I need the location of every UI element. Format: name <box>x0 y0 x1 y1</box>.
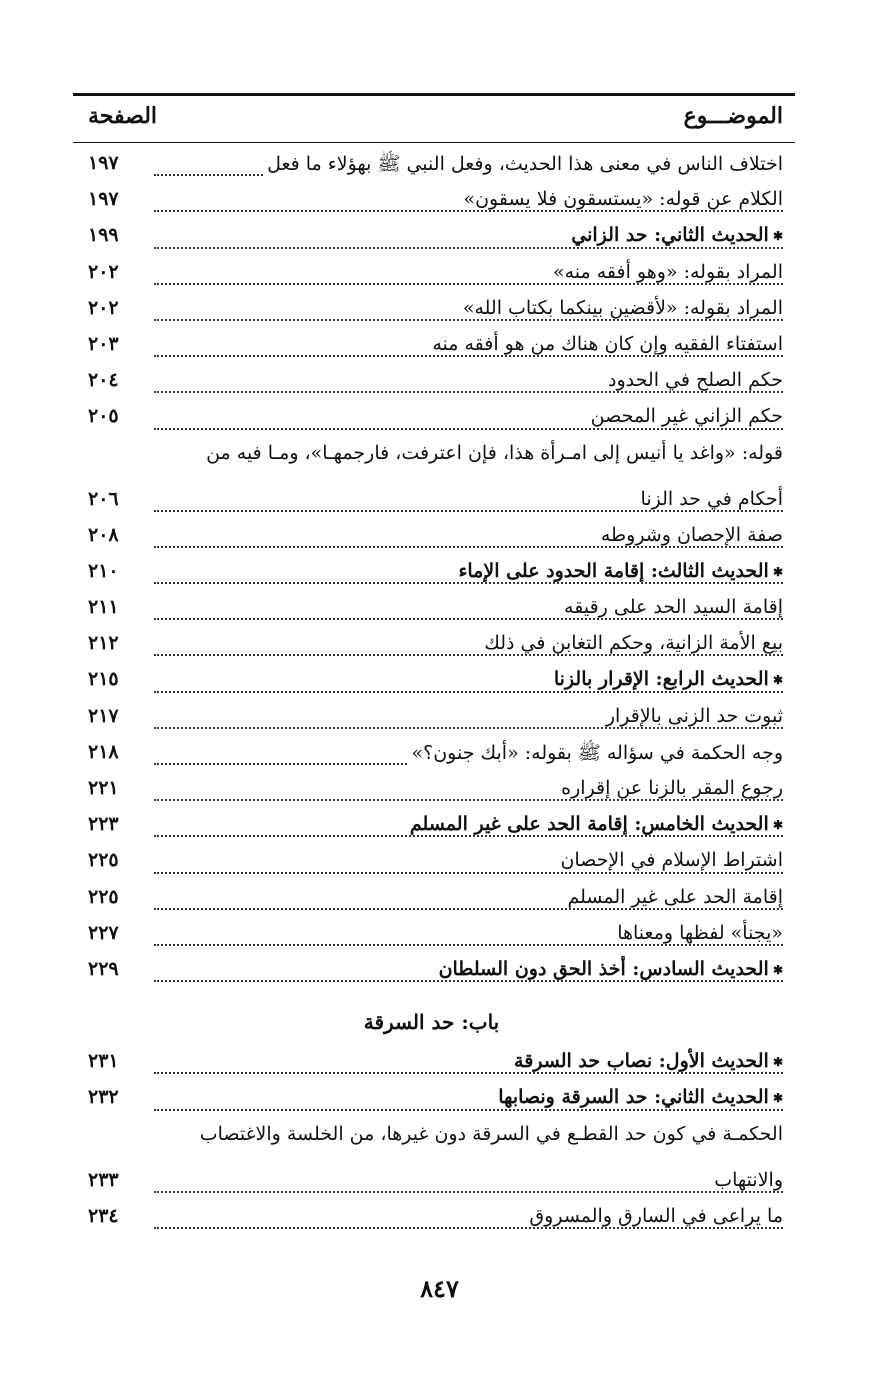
dot-leader <box>154 582 783 584</box>
toc-entry-title: إقامة الحد على غير المسلم <box>563 886 783 908</box>
dot-leader <box>154 908 783 910</box>
dot-leader <box>154 283 783 285</box>
top-rule <box>73 93 795 96</box>
dot-leader <box>154 1072 783 1074</box>
dot-leader <box>154 944 783 946</box>
toc-entry-page: ٢٢٣ <box>88 813 119 836</box>
toc-entry <box>80 703 783 739</box>
toc-entry-title: ✱ الحديث الرابع: الإقرار بالزنا <box>550 668 783 690</box>
toc-entry-title: حكم الصلح في الحدود <box>604 369 783 391</box>
toc-entry-page: ٢١٠ <box>88 559 119 582</box>
toc-entry-page: ٢٢٥ <box>88 885 119 908</box>
toc-entry-title: ✱ الحديث الأول: نصاب حد السرقة <box>510 1050 783 1072</box>
section-heading <box>80 992 783 1048</box>
toc-hadith-entry <box>80 1084 783 1120</box>
toc-entry-title: إقامة السيد الحد على رقيقه <box>560 596 783 618</box>
toc-entry-title: ✱ الحديث السادس: أخذ الحق دون السلطان <box>435 958 783 980</box>
toc-entry <box>80 920 783 956</box>
toc-entry-page: ٢٠٣ <box>88 332 119 355</box>
toc-entry-page: ٢٣٢ <box>88 1086 119 1109</box>
dot-leader <box>154 872 783 874</box>
dot-leader <box>154 1191 783 1193</box>
toc-entry <box>80 259 783 295</box>
toc-entry-page: ٢٠٨ <box>88 523 119 546</box>
toc-entry-page: ٢٢٥ <box>88 849 119 872</box>
toc-entry <box>80 295 783 331</box>
toc-entry <box>80 403 783 439</box>
toc-entry <box>80 486 783 522</box>
toc-entry-title: ✱ الحديث الخامس: إقامة الحد على غير المسلم <box>406 813 783 835</box>
toc-entry-page: ٢٢٩ <box>88 957 119 980</box>
toc-entry <box>80 1167 783 1203</box>
toc-hadith-entry <box>80 666 783 702</box>
toc-entry-page: ١٩٩ <box>88 224 119 247</box>
toc-hadith-entry <box>80 811 783 847</box>
section-heading-text: باب: حد السرقة <box>363 1010 500 1035</box>
toc-entry-page: ٢٢٧ <box>88 921 119 944</box>
toc-entry <box>80 1121 783 1167</box>
toc-entry <box>80 1203 783 1239</box>
dot-leader <box>154 319 783 321</box>
toc-entry-title: بيع الأمة الزانية، وحكم التغابن في ذلك <box>480 632 783 654</box>
toc-entry <box>80 440 783 486</box>
toc-entry-page: ٢٠٢ <box>88 260 119 283</box>
dot-leader <box>154 691 783 693</box>
dot-leader <box>154 980 783 982</box>
dot-leader <box>154 618 783 620</box>
toc-list <box>80 150 783 1239</box>
toc-entry <box>80 739 783 775</box>
toc-entry <box>80 630 783 666</box>
toc-entry-title: «يجنأ» لفظها ومعناها <box>613 922 783 944</box>
dot-leader <box>154 428 783 430</box>
toc-entry <box>80 331 783 367</box>
toc-entry <box>80 884 783 920</box>
page-number: ٨٤٧ <box>420 1274 459 1303</box>
dot-leader <box>154 391 783 393</box>
toc-entry-page: ١٩٧ <box>88 152 119 174</box>
toc-entry-page: ٢١١ <box>88 596 119 619</box>
dot-leader <box>154 210 783 212</box>
toc-entry-title: المراد بقوله: «وهو أفقه منه» <box>549 261 783 283</box>
toc-entry-title: اختلاف الناس في معنى هذا الحديث، وفعل النبي ﷺ بهؤلاء ما فعل <box>263 152 783 180</box>
dot-leader <box>154 355 783 357</box>
toc-entry <box>80 775 783 811</box>
toc-entry-page: ٢٢١ <box>88 777 119 799</box>
toc-entry-title: ثبوت حد الزنى بالإقرار <box>602 705 783 727</box>
toc-entry-page: ١٩٧ <box>88 188 119 211</box>
toc-entry <box>80 186 783 222</box>
toc-entry-title: الكلام عن قوله: «يستسقون فلا يسقون» <box>459 188 783 210</box>
toc-entry-title: قوله: «واغد يا أنيس إلى امـرأة هذا، فإن اعترفت، فارجمهـا»، ومـا فيه من <box>202 442 783 464</box>
dot-leader <box>154 1109 783 1111</box>
toc-entry-page: ٢١٨ <box>88 740 119 763</box>
toc-entry-title: استفتاء الفقيه وإن كان هناك من هو أفقه منه <box>428 333 783 355</box>
page-column-header: الصفحة <box>88 103 158 129</box>
dot-leader <box>154 654 783 656</box>
toc-entry <box>80 150 783 186</box>
toc-entry-page: ٢٠٢ <box>88 296 119 319</box>
dot-leader <box>154 835 783 837</box>
dot-leader <box>154 727 783 729</box>
toc-entry-page: ٢١٥ <box>88 668 119 691</box>
toc-entry-title: اشتراط الإسلام في الإحصان <box>556 849 783 871</box>
toc-hadith-entry <box>80 558 783 594</box>
dot-leader <box>154 247 783 249</box>
toc-entry <box>80 594 783 630</box>
toc-entry-page: ٢٣٤ <box>88 1204 119 1227</box>
toc-entry-page: ٢٣١ <box>88 1050 119 1073</box>
toc-hadith-entry <box>80 956 783 992</box>
toc-hadith-entry <box>80 1048 783 1084</box>
toc-entry-title: الحكمـة في كون حد القطـع في السرقة دون غيرها، من الخلسة والاغتصاب <box>196 1123 783 1145</box>
toc-entry-title: والانتهاب <box>710 1169 783 1191</box>
toc-entry-title: صفة الإحصان وشروطه <box>597 524 783 546</box>
toc-entry <box>80 367 783 403</box>
toc-entry <box>80 847 783 883</box>
toc-entry-title: وجه الحكمة في سؤاله ﷺ بقوله: «أبك جنون؟» <box>408 741 784 769</box>
dot-leader <box>154 510 783 512</box>
toc-entry-title: ✱ الحديث الثاني: حد الزاني <box>567 224 783 246</box>
toc-entry-title: المراد بقوله: «لأقضين بينكما بكتاب الله» <box>459 297 783 319</box>
toc-entry-title: حكم الزاني غير المحصن <box>587 405 783 427</box>
toc-entry-page: ٢١٢ <box>88 632 119 655</box>
toc-entry-title: أحكام في حد الزنا <box>637 488 783 510</box>
toc-entry-page: ٢٣٣ <box>88 1168 119 1191</box>
toc-entry <box>80 522 783 558</box>
topic-column-header: الموضـــوع <box>683 103 783 129</box>
toc-entry-title: ✱ الحديث الثالث: إقامة الحدود على الإماء <box>454 560 783 582</box>
header-rule <box>73 142 795 143</box>
toc-entry-page: ٢٠٦ <box>88 487 119 510</box>
toc-entry-page: ٢١٧ <box>88 704 119 727</box>
toc-entry-page: ٢٠٥ <box>88 405 119 428</box>
toc-entry-title: رجوع المقر بالزنا عن إقراره <box>557 777 783 799</box>
toc-entry-title: ✱ الحديث الثاني: حد السرقة ونصابها <box>494 1086 783 1108</box>
toc-entry-page: ٢٠٤ <box>88 369 119 392</box>
dot-leader <box>154 799 783 801</box>
toc-hadith-entry <box>80 222 783 258</box>
dot-leader <box>154 546 783 548</box>
dot-leader <box>154 1227 783 1229</box>
toc-entry-title: ما يراعى في السارق والمسروق <box>525 1205 783 1227</box>
